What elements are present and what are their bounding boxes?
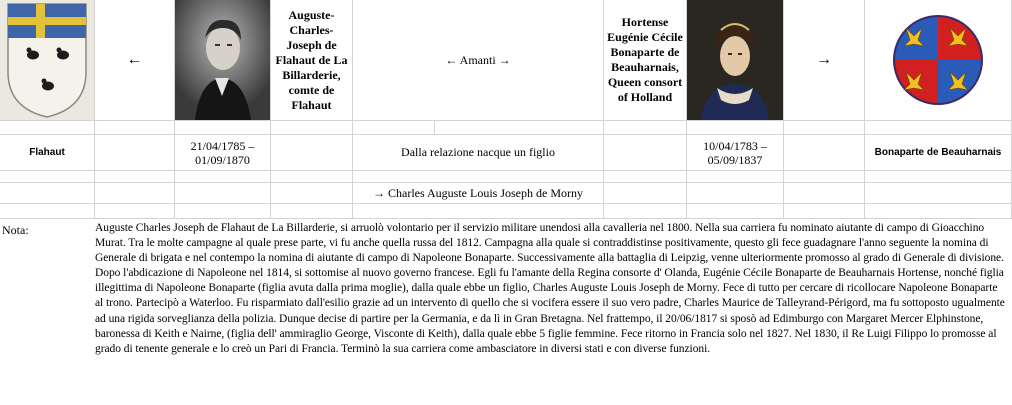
person2-name[interactable]: Hortense Eugénie Cécile Bonaparte de Beauharnais, Queen consort of Holland bbox=[604, 0, 687, 121]
person2-portrait-cell bbox=[687, 0, 784, 121]
person2-surname[interactable]: Bonaparte de Beauharnais bbox=[865, 135, 1012, 171]
grid-cell bbox=[175, 204, 271, 219]
grid-cell bbox=[0, 183, 95, 204]
grid-cell bbox=[271, 121, 353, 135]
person1-portrait[interactable] bbox=[175, 0, 270, 120]
grid-cell bbox=[271, 204, 353, 219]
grid-cell bbox=[175, 171, 271, 183]
child-link[interactable]: → Charles Auguste Louis Joseph de Morny bbox=[353, 183, 604, 204]
bonaparte-coat-of-arms-cell bbox=[865, 0, 1012, 121]
grid-cell bbox=[865, 204, 1012, 219]
grid-cell bbox=[435, 121, 604, 135]
grid-cell bbox=[784, 121, 865, 135]
left-arrow: ← bbox=[95, 0, 175, 121]
person2-dates: 10/04/1783 – 05/09/1837 bbox=[687, 135, 784, 171]
grid-cell bbox=[271, 183, 353, 204]
bonaparte-coat-of-arms bbox=[888, 10, 988, 110]
grid-cell bbox=[175, 183, 271, 204]
grid-cell bbox=[95, 183, 175, 204]
child-note: Dalla relazione nacque un figlio bbox=[353, 135, 604, 171]
grid-cell bbox=[0, 171, 95, 183]
grid-cell bbox=[865, 171, 1012, 183]
note-text: Auguste Charles Joseph de Flahaut de La Billarderie, si arruolò volontario per il servizio militare unendosi alla cavalleria nel 1800. Nella sua carriera fu nominato aiutante di campo di Gioacchino Murat. Tra le molte campagne al quale prese parte, vi fu anche quella russa del 1812. Campagna alla quale si contraddistinse positivamente, questo gli fece guadagnare l'anno seguente la nomina di Generale di brigata e nel contempo la nomina di aiutante di campo di Napoleone Bonaparte. Successivamente alla battaglia di Leipzig, venne ulteriormente promosso al grado di Generale di divisione. Dopo l'abdicazione di Napoleone nel 1814, si sottomise al nuovo governo francese. Egli fu l'amante della Regina consorte d' Olanda, Eugénie Cécile Bonaparte de Beauharnais Hortense, nonché figlia illegittima di Napoleone Bonaparte (figlia avuta dalla prima moglie), dalla quale ebbe un figlio, Charles Auguste Louis Joseph de Morny. Fece di tutto per cercare di ricollocare Napoleone Bonaparte al trono. Partecipò a Waterloo. Fu risparmiato dall'esilio grazie ad un intervento di quello che si vocifera essere il suo vero padre, Charles Maurice de Talleyrand-Périgord, ma fu sottoposto ugualmente ad una rigida sorveglianza della polizia. Dunque decise di partire per la Germania, e da lì in Gran Bretagna. Nel frattempo, il 20/06/1817 si sposò ad Edimburgo con Margaret Mercer Elphinstone, baronessa di Keith e Nairne, (figlia dell' ammiraglio George, Visconte di Keith), dalla quale ebbe 5 figlie femmine. Fece ritorno in Francia solo nel 1827. Nel 1830, il Re Luigi Filippo lo promosse al grado di tenente generale e lo creò un Pari di Francia. Terminò la sua carriera come ambasciatore in diversi stati e con diverse funzioni. bbox=[95, 222, 1005, 355]
grid-cell bbox=[95, 121, 175, 135]
grid-cell bbox=[604, 121, 687, 135]
flahaut-coat-of-arms-cell bbox=[0, 0, 95, 121]
grid-cell bbox=[687, 121, 784, 135]
grid-cell bbox=[784, 204, 865, 219]
grid-cell bbox=[784, 135, 865, 171]
grid-cell bbox=[271, 171, 353, 183]
person1-name[interactable]: Auguste-Charles-Joseph de Flahaut de La Billarderie, comte de Flahaut bbox=[271, 0, 353, 121]
flahaut-coat-of-arms bbox=[0, 0, 94, 120]
person1-surname[interactable]: Flahaut bbox=[0, 135, 95, 171]
grid-cell bbox=[687, 183, 784, 204]
relation-label: ← Amanti → bbox=[353, 0, 604, 121]
grid-cell bbox=[95, 204, 175, 219]
person1-dates: 21/04/1785 – 01/09/1870 bbox=[175, 135, 271, 171]
person2-portrait[interactable] bbox=[687, 0, 783, 120]
grid-cell bbox=[353, 171, 604, 183]
grid-cell bbox=[0, 121, 95, 135]
grid-cell bbox=[604, 171, 687, 183]
person1-portrait-cell bbox=[175, 0, 271, 121]
grid-cell bbox=[353, 121, 435, 135]
grid-cell bbox=[604, 135, 687, 171]
grid-cell bbox=[784, 171, 865, 183]
grid-cell bbox=[95, 135, 175, 171]
grid-cell bbox=[604, 183, 687, 204]
grid-cell bbox=[865, 121, 1012, 135]
grid-cell bbox=[784, 183, 865, 204]
grid-cell bbox=[865, 183, 1012, 204]
grid-cell bbox=[687, 171, 784, 183]
grid-cell bbox=[687, 204, 784, 219]
grid-cell bbox=[353, 204, 604, 219]
note-label: Nota: bbox=[2, 223, 29, 237]
grid-cell bbox=[0, 204, 95, 219]
grid-cell bbox=[271, 135, 353, 171]
grid-cell bbox=[95, 171, 175, 183]
right-arrow: → bbox=[784, 0, 865, 121]
grid-cell bbox=[604, 204, 687, 219]
grid-cell bbox=[175, 121, 271, 135]
